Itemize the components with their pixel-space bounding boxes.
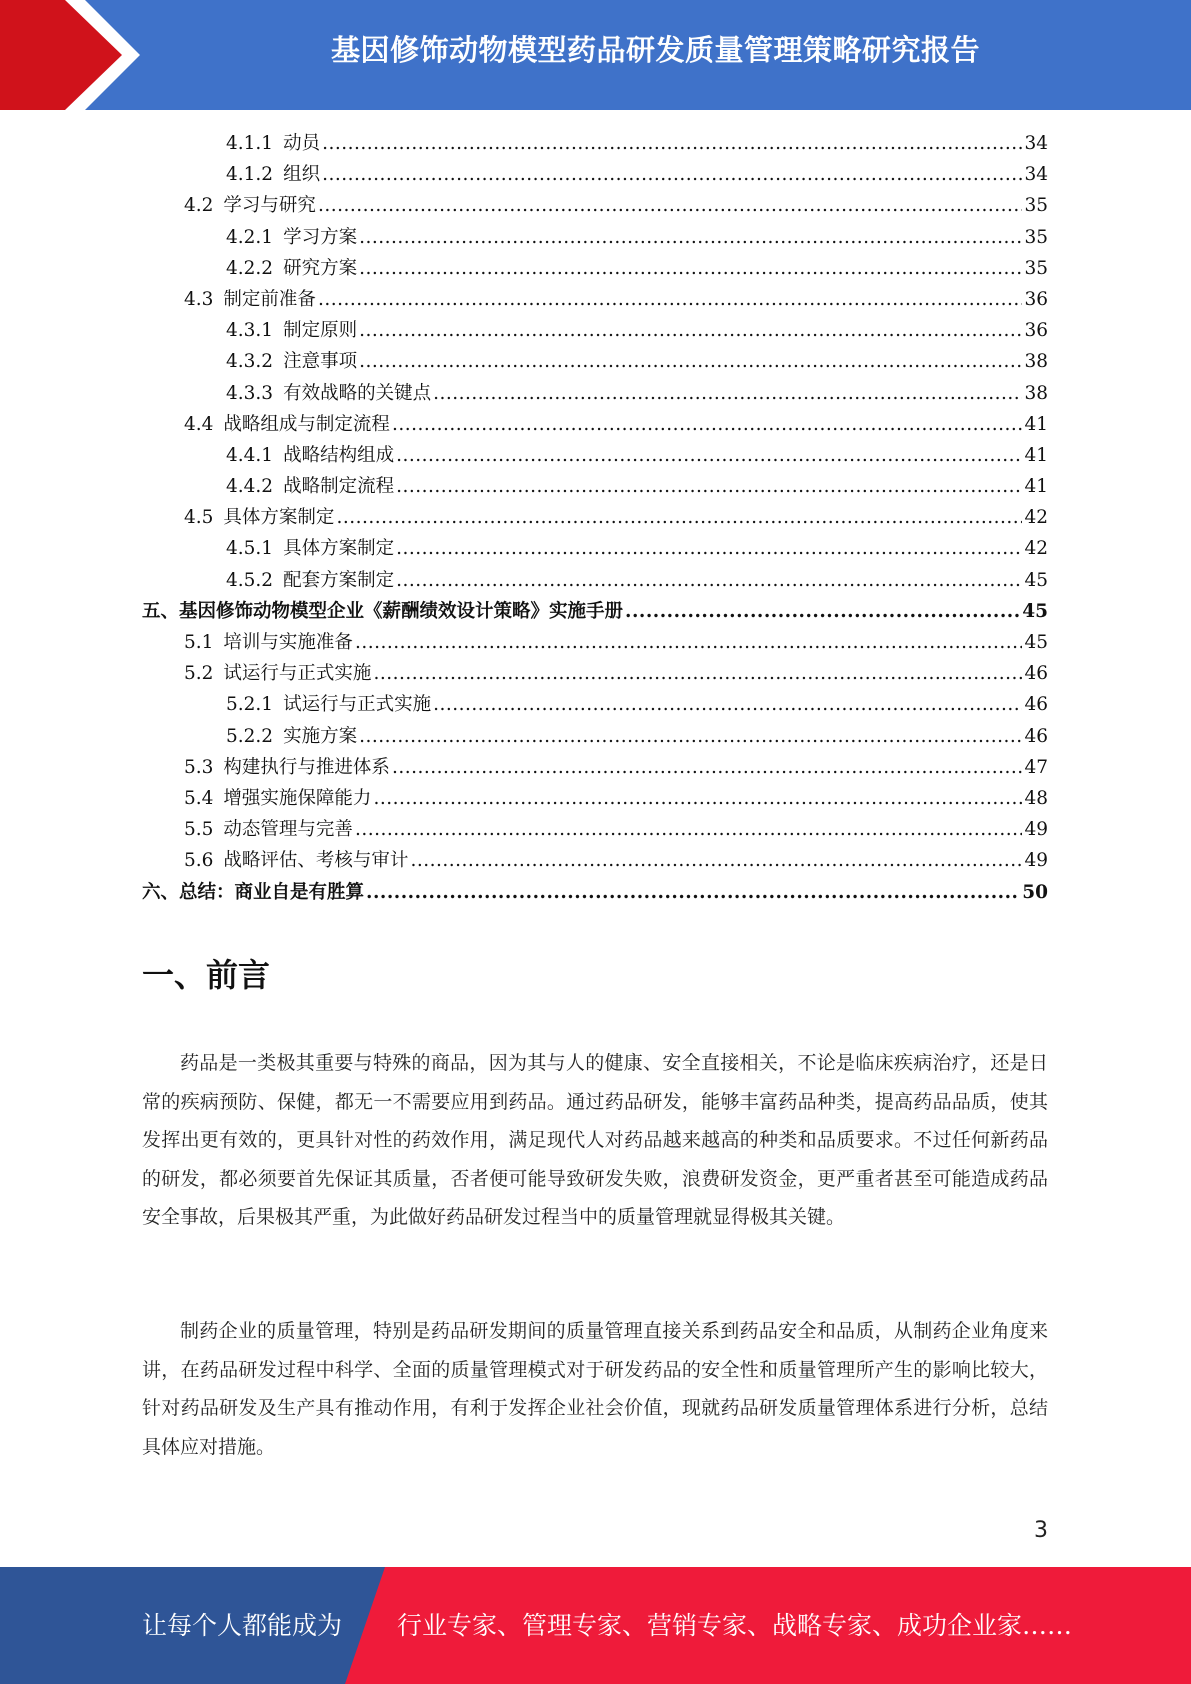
toc-dot-leader — [392, 752, 1023, 783]
toc-entry-page: 41 — [1024, 476, 1048, 498]
toc-entry-title: 增强实施保障能力 — [223, 787, 372, 809]
footer-slogan-right: 行业专家、管理专家、营销专家、战略专家、成功企业家…… — [397, 1611, 1073, 1640]
toc-entry-page: 36 — [1024, 288, 1048, 310]
toc-entry-title: 具体方案制定 — [283, 538, 395, 560]
toc-entry-number: 4.5 — [184, 507, 214, 529]
toc-dot-leader — [318, 284, 1023, 315]
toc-entry[interactable] — [142, 658, 1048, 689]
toc-dot-leader — [396, 533, 1022, 564]
toc-entry-page: 50 — [1022, 881, 1048, 903]
toc-entry-title: 具体方案制定 — [223, 507, 335, 529]
toc-entry-page: 35 — [1024, 226, 1048, 248]
toc-dot-leader — [366, 877, 1020, 908]
toc-entry-page: 46 — [1024, 694, 1048, 716]
toc-entry[interactable] — [142, 502, 1048, 533]
toc-dot-leader — [433, 378, 1022, 409]
toc-dot-leader — [359, 721, 1022, 752]
toc-entry[interactable] — [142, 222, 1048, 253]
toc-entry[interactable] — [142, 190, 1048, 221]
header-arrow-decoration — [0, 0, 160, 110]
toc-entry-number: 4.3.1 — [226, 320, 274, 342]
paragraph-2: 制药企业的质量管理，特别是药品研发期间的质量管理直接关系到药品安全和品质，从制药企业角度来讲，在药品研发过程中科学、全面的质量管理模式对于研发药品的安全性和质量管理所产生的影响比较大，针对药品研发及生产具有推动作用，有利于发挥企业社会价值，现就药品研发质量管理体系进行分析，总结具体应对措施。 — [142, 1320, 1048, 1458]
toc-entry-title: 学习方案 — [283, 226, 358, 248]
page-number: 3 — [1034, 1518, 1048, 1543]
toc-entry-title: 动态管理与完善 — [223, 819, 353, 841]
toc-entry-number: 4.5.1 — [226, 538, 274, 560]
toc-dot-leader — [433, 689, 1022, 720]
toc-entry[interactable] — [142, 877, 1048, 908]
toc-entry[interactable] — [142, 721, 1048, 752]
toc-dot-leader — [359, 315, 1022, 346]
paragraph-1: 药品是一类极其重要与特殊的商品，因为其与人的健康、安全直接相关，不论是临床疾病治疗，还是日常的疾病预防、保健，都无一不需要应用到药品。通过药品研发，能够丰富药品种类，提高药品品质，使其发挥出更有效的，更具针对性的药效作用，满足现代人对药品越来越高的种类和品质要求。不过任何新药品的研发，都必须要首先保证其质量，否者便可能导致研发失败，浪费研发资金，更严重者甚至可能造成药品安全事故，后果极其严重，为此做好药品研发过程当中的质量管理就显得极其关键。 — [142, 1052, 1048, 1228]
toc-entry[interactable] — [142, 565, 1048, 596]
toc-entry-page: 35 — [1024, 195, 1048, 217]
toc-entry-page: 42 — [1024, 507, 1048, 529]
toc-entry-title: 战略评估、考核与审计 — [223, 850, 409, 872]
toc-dot-leader — [396, 471, 1022, 502]
toc-entry[interactable] — [142, 284, 1048, 315]
toc-entry-number: 5.3 — [184, 756, 214, 778]
toc-entry-page: 38 — [1024, 351, 1048, 373]
toc-dot-leader — [322, 128, 1022, 159]
toc-entry-page: 41 — [1024, 413, 1048, 435]
toc-entry[interactable] — [142, 159, 1048, 190]
toc-entry-title: 基因修饰动物模型企业《薪酬绩效设计策略》实施手册 — [179, 600, 624, 622]
toc-entry-title: 实施方案 — [283, 725, 358, 747]
page-header — [0, 0, 1191, 110]
toc-entry-page: 38 — [1024, 382, 1048, 404]
toc-entry-number: 4.3.2 — [226, 351, 274, 373]
toc-entry-title: 学习与研究 — [223, 195, 316, 217]
toc-entry-page: 47 — [1024, 756, 1048, 778]
toc-entry-number: 4.5.2 — [226, 569, 274, 591]
toc-dot-leader — [322, 159, 1022, 190]
toc-entry-number: 4.2.1 — [226, 226, 274, 248]
toc-entry-page: 35 — [1024, 257, 1048, 279]
toc-entry[interactable] — [142, 315, 1048, 346]
toc-entry-number: 5.6 — [184, 850, 214, 872]
table-of-contents — [142, 128, 1048, 908]
toc-entry-title: 战略组成与制定流程 — [223, 413, 390, 435]
toc-entry[interactable] — [142, 128, 1048, 159]
toc-dot-leader — [355, 627, 1023, 658]
toc-entry-page: 48 — [1024, 787, 1048, 809]
toc-dot-leader — [355, 814, 1023, 845]
toc-dot-leader — [396, 565, 1022, 596]
toc-entry-page: 42 — [1024, 538, 1048, 560]
toc-entry-title: 配套方案制定 — [283, 569, 395, 591]
toc-dot-leader — [359, 346, 1022, 377]
toc-entry-number: 4.1.1 — [226, 133, 274, 154]
toc-entry-page: 45 — [1024, 632, 1048, 653]
toc-entry[interactable] — [142, 689, 1048, 720]
toc-entry-page: 49 — [1024, 819, 1048, 841]
toc-entry-title: 战略结构组成 — [283, 444, 395, 466]
toc-dot-leader — [318, 190, 1023, 221]
toc-entry-number: 4.4.2 — [226, 476, 274, 498]
toc-entry-number: 五、 — [142, 600, 180, 622]
toc-entry[interactable] — [142, 783, 1048, 814]
toc-entry-title: 动员 — [283, 133, 321, 154]
toc-dot-leader — [359, 222, 1022, 253]
toc-entry-title: 组织 — [283, 164, 321, 186]
toc-entry-title: 试运行与正式实施 — [283, 694, 432, 716]
toc-entry-page: 46 — [1024, 663, 1048, 685]
toc-entry-number: 4.1.2 — [226, 164, 274, 186]
toc-entry-title: 总结：商业自是有胜算 — [179, 881, 365, 903]
toc-entry[interactable] — [142, 627, 1048, 658]
toc-entry-number: 4.2.2 — [226, 257, 274, 279]
report-title: 基因修饰动物模型药品研发质量管理策略研究报告 — [330, 33, 980, 67]
toc-entry-title: 制定前准备 — [223, 288, 316, 310]
toc-dot-leader — [396, 440, 1022, 471]
toc-entry-title: 试运行与正式实施 — [223, 663, 372, 685]
toc-entry[interactable] — [142, 471, 1048, 502]
toc-entry-number: 5.2.1 — [226, 694, 274, 716]
toc-entry-page: 45 — [1024, 569, 1048, 591]
toc-entry-number: 4.4 — [184, 413, 214, 435]
toc-entry-title: 战略制定流程 — [283, 476, 395, 498]
toc-entry-title: 培训与实施准备 — [223, 632, 353, 653]
toc-entry-page: 45 — [1022, 600, 1048, 622]
toc-dot-leader — [392, 409, 1023, 440]
toc-entry-number: 4.4.1 — [226, 444, 274, 466]
toc-entry-number: 4.3 — [184, 288, 214, 310]
toc-entry-title: 注意事项 — [283, 351, 358, 373]
toc-entry[interactable] — [142, 596, 1048, 627]
toc-dot-leader — [373, 658, 1022, 689]
toc-entry[interactable] — [142, 253, 1048, 284]
toc-entry-number: 5.5 — [184, 819, 214, 841]
toc-entry-page: 46 — [1024, 725, 1048, 747]
toc-entry[interactable] — [142, 346, 1048, 377]
toc-entry-title: 制定原则 — [283, 320, 358, 342]
toc-entry-number: 5.2.2 — [226, 725, 274, 747]
toc-dot-leader — [410, 845, 1022, 876]
toc-dot-leader — [336, 502, 1022, 533]
page-footer — [0, 1567, 1191, 1684]
toc-entry[interactable] — [142, 533, 1048, 564]
toc-entry-title: 研究方案 — [283, 257, 358, 279]
section-heading: 一、前言 — [142, 956, 271, 994]
toc-entry-number: 4.3.3 — [226, 382, 274, 404]
toc-entry-page: 34 — [1024, 164, 1048, 186]
toc-entry[interactable] — [142, 814, 1048, 845]
toc-entry[interactable] — [142, 409, 1048, 440]
toc-entry-title: 有效战略的关键点 — [283, 382, 432, 404]
toc-entry-page: 49 — [1024, 850, 1048, 872]
toc-entry[interactable] — [142, 440, 1048, 471]
toc-entry-page: 34 — [1024, 133, 1048, 154]
toc-dot-leader — [625, 596, 1020, 627]
toc-entry[interactable] — [142, 845, 1048, 876]
toc-entry-number: 六、 — [142, 881, 180, 903]
toc-entry-number: 4.2 — [184, 195, 214, 217]
toc-dot-leader — [373, 783, 1022, 814]
toc-entry-number: 5.2 — [184, 663, 214, 685]
footer-slogan-left: 让每个人都能成为 — [142, 1611, 343, 1640]
toc-entry-number: 5.1 — [184, 632, 214, 653]
toc-dot-leader — [359, 253, 1022, 284]
toc-entry-title: 构建执行与推进体系 — [223, 756, 390, 778]
toc-entry[interactable] — [142, 378, 1048, 409]
toc-entry-number: 5.4 — [184, 787, 214, 809]
toc-entry-page: 36 — [1024, 320, 1048, 342]
toc-entry[interactable] — [142, 752, 1048, 783]
toc-entry-page: 41 — [1024, 444, 1048, 466]
